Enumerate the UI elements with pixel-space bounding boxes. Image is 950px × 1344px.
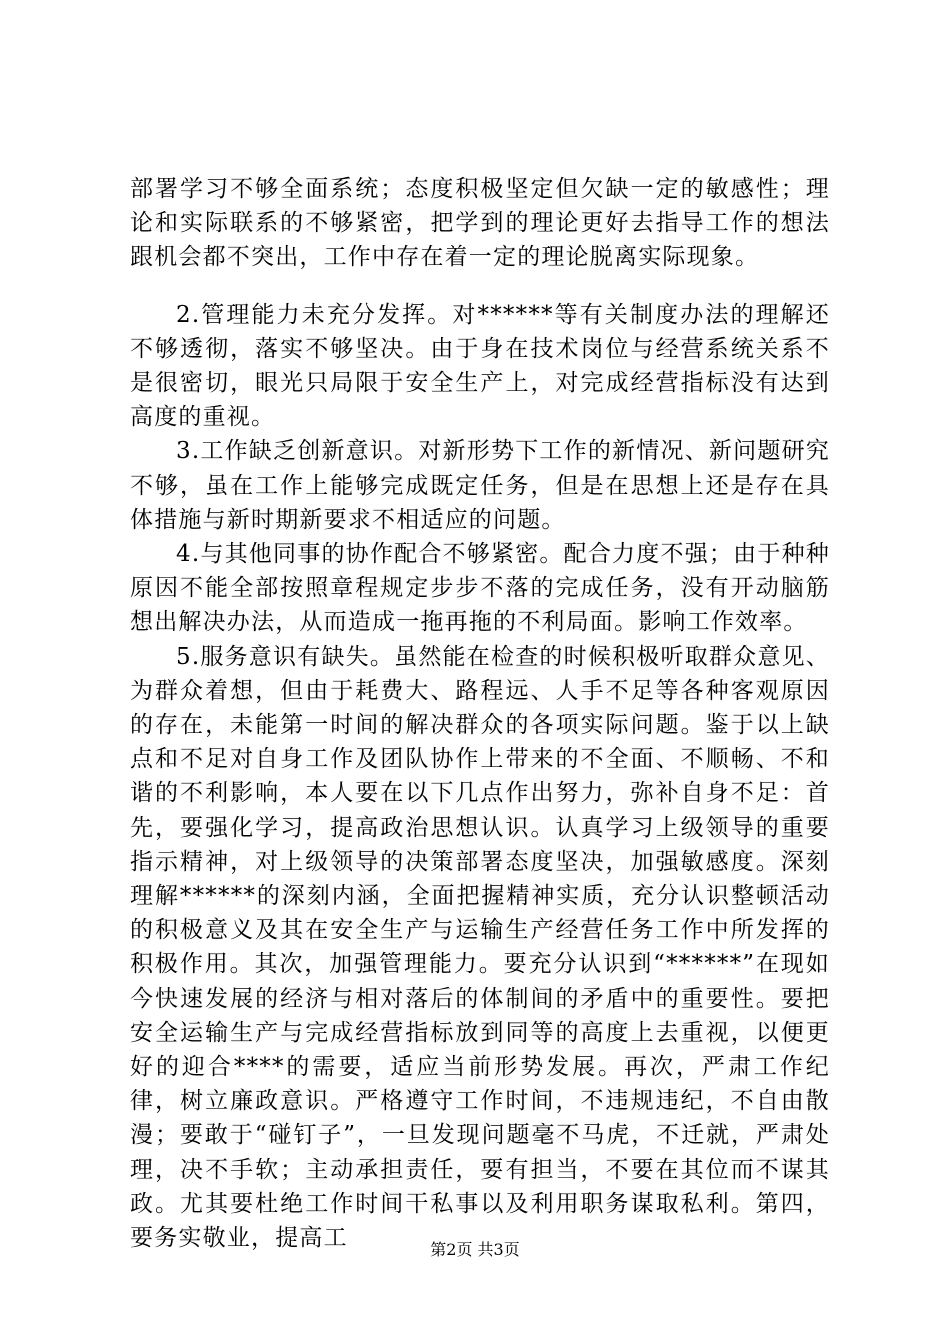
paragraph-item-3: 3.工作缺乏创新意识。对新形势下工作的新情况、新问题研究不够，虽在工作上能够完成既定任务，但是在思想上还是存在具体措施与新时期新要求不相适应的问题。 [130,438,830,533]
paragraph-item-2: 2.管理能力未充分发挥。对******等有关制度办法的理解还不够透彻，落实不够坚决。由于身在技术岗位与经营系统关系不是很密切，眼光只局限于安全生产上，对完成经营指标没有达到高度的重视。 [130,301,830,431]
page-footer: 第2页 共3页 [430,1240,520,1259]
paragraph-item-5: 5.服务意识有缺失。虽然能在检查的时候积极听取群众意见、为群众着想，但由于耗费大、路程远、人手不足等各种客观原因的存在，未能第一时间的解决群众的各项实际问题。鉴于以上缺点和不足对自身工作及团队协作上带来的不全面、不顺畅、不和谐的不利影响，本人要在以下几点作出努力，弥补自身不足：首先，要强化学习，提高政治思想认识。认真学习上级领导的重要指示精神，对上级领导的决策部署态度坚决，加强敏感度。深刻理解******的深刻内涵，全面把握精神实质，充分认识整顿活动的积极意义及其在安全生产与运输生产经营任务工作中所发挥的积极作用。其次，加强管理能力。要充分认识到“******”在现如今快速发展的经济与相对落后的体制间的矛盾中的重要性。要把安全运输生产与完成经营指标放到同等的高度上去重视，以便更好的迎合****的需要，适应当前形势发展。再次，严肃工作纪律，树立廉政意识。严格遵守工作时间，不违规违纪，不自由散漫；要敢于“碰钉子”，一旦发现问题毫不马虎，不迁就，严肃处理，决不手软；主动承担责任，要有担当，不要在其位而不谋其政。尤其要杜绝工作时间干私事以及利用职务谋取私利。第四，要务实敬业，提高工 [130,643,830,1252]
paragraph-item-4: 4.与其他同事的协作配合不够紧密。配合力度不强；由于种种原因不能全部按照章程规定步步不落的完成任务，没有开动脑筋想出解决办法，从而造成一拖再拖的不利局面。影响工作效率。 [130,541,830,636]
paragraph-continued: 部署学习不够全面系统；态度积极坚定但欠缺一定的敏感性；理论和实际联系的不够紧密，把学到的理论更好去指导工作的想法跟机会都不突出，工作中存在着一定的理论脱离实际现象。 [130,176,830,271]
paragraph-gap [130,275,830,298]
document-body [130,172,830,1255]
